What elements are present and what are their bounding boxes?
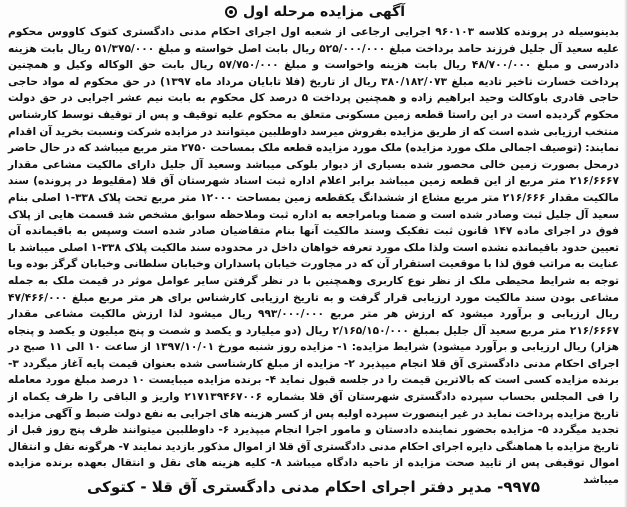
notice-footer: [60, 473, 567, 501]
notice-signature: ۹۹۷۵- مدیر دفتر اجرای احکام مدنی دادگستری آق قلا - کتوکی: [86, 478, 541, 496]
notice-body: بدینوسیله در پرونده کلاسه ۹۶۰۱۰۳ اجرایی ارجاعی از شعبه اول اجرای احکام مدنی دادگستری کتوک کاووس محکوم علیه سعید آل جلیل فرزند حامد برداخت مبلغ ۵۲۵/۰۰۰/۰۰۰ ریال بابت اصل خواسته و مبلغ ۵۱/۳۷۵/۰۰۰ ریال بابت هزینه دادرسی و مبلغ ۴۸/۷۰۰/۰۰۰ ریال بابت هزینه واخواست و مبلغ ۵۷/۷۵۰/۰۰۰ ریال بابت حق الوکاله وکیل و همچنین پرداخت خسارت تاخیر تادیه مبلغ ۳۸۰/۱۸۲/۰۷۳ ریال از تاریخ (فلا تابایان مرداد ماه ۱۳۹۷) در حق محکوم له مواد حاجی حاجی قادری باوکالت وحید ابراهیم زاده و همچنین پرداخت ۵ درصد کل محکوم به بابت نیم عشر اجرایی در حق دولت محکوم گردیده است در این راستا قطعه زمین مسکونی متعلق به محکوم علیه توقیف و پس از توقیف توسط کارشناس منتخب ارزیابی شده است که از طریق مزایده بفروش میرسد داوطلبین میتوانند در مزایده شرکت ونسبت بخرید آن اقدام نمایند: (توصیف اجمالی ملک مورد مزایده) ملک مورد مزایده قطعه ملک بمساحت ۲۷۵۰ متر مربع میباشد که در حال حاضر درمحل بصورت زمین خالی محصور شده بسیاری از دیوار بلوکی میباشد وسعید آل جلیل دارای مالکیت مشاعی مقدار ۲۱۶/۶۶۶۷ متر مربع از این قطعه زمین میباشد برابر اعلام اداره ثبت اسناد شهرستان آق قلا (مقلیوط در پرونده) سند مالکیت مقدار ۲۱۶/۶۶۶ متر مربع مشاع از ششدانگ یکقطعه زمین بمساحت ۱۲۰۰۰ متر مربع تحت پلاک ۳۳۸-۱ اصلی بنام سعید آل جلیل ثبت وصادر شده است و ضمنا وبامراجعه به اداره ثبت وملاحظه سوابق مشخص شد قسمت هایی از پلاک فوق در اجرای ماده ۱۴۷ قانون ثبت تفکیک وسند مالکیت آنها بنام متقاضیان صادر شده است وسپس به باقیمانده آن تعیین حدود باقیمانده نشده است ولذا ملک مورد تعرفه خواهان داخل در محدوده سند مالکیت پلاک ۳۳۸-۱ اصلی میباشد با عنایت به مراتب فوق لذا با موقعیت استقرار آن که در مجاورت خیابان پاسداران وخیابان سلطانی وخیابان گرگز بوده وبا توجه به شرایط محیطی ملک از نظر نوع کاربری وهمچنین با در نظر گرفتن سایر عوامل موثر در قیمت ملک به جمله مشاعی بودن سند مالکیت مورد ارزیابی قرار گرفت و به تاریخ ارزیابی کارشناس برای هر متر مربع مبلغ ۴۷/۴۶۶/۰۰۰ ریال ارزیابی و برآورد میشود که ارزش هر متر مربع ۹۹۳/۰۰۰/۰۰۰ ریال میشود لذا ارزش مالکیت مشاعی مقدار ۲۱۶/۶۶۶۷ متر مربع سعید آل جلیل بمبلغ ۲/۱۶۵/۱۵۰/۰۰۰ ریال (دو میلیارد و یکصد و شصت و پنج میلیون و یکصد و پنجاه هزار) ریال ارزیابی و برآورد میشود) شرایط مزایده: ۱- مزایده روز شنبه مورخ ۱۳۹۷/۱۰/۰۱ از ساعت ۱۰ الی ۱۱ صبح در اجرای احکام مدنی دادگستری آق قلا انجام میپذیرد ۲- مزایده از مبلغ کارشناسی شده بعنوان قیمت پایه آغاز میگردد ۳- برنده مزایده کسی است که بالاترین قیمت را در جلسه قبول نماید ۴- برنده مزایده میبایست ۱۰ درصد مبلغ مورد معامله را فی المجلس بحساب سپرده دادگستری شهرستان آق قلا بشماره ۲۱۷۱۳۹۴۶۷۰۰۶ واریز و الباقی را ظرف یکماه از تاریخ مزایده پرداخت نماید در غیر اینصورت سپرده اولیه پس از کسر هزینه های اجرایی به نفع دولت ضبط و آگهی مزایده تجدید میگردد ۵- مزایده بحضور نماینده دادستان و مامور اجرا انجام میپذیرد ۶- داوطلبین میتوانند ظرف پنج روز قبل از تاریخ مزایده با هماهنگی دایره اجرای احکام مدنی دادگستری آق قلا از اموال مذکور بازدید نمایند ۷- هرگونه نقل و انتقال اموال توقیفی پس از تایید صحت مزایده از ناحیه دادگاه میباشد ۸- کلیه هزینه های نقل و انتقال بعهده برنده مزایده میباشد: [8, 26, 620, 487]
notice-header: [150, 2, 480, 22]
bullet-icon: [225, 6, 237, 18]
notice-title: آگهی مزایده مرحله اول: [242, 4, 406, 20]
